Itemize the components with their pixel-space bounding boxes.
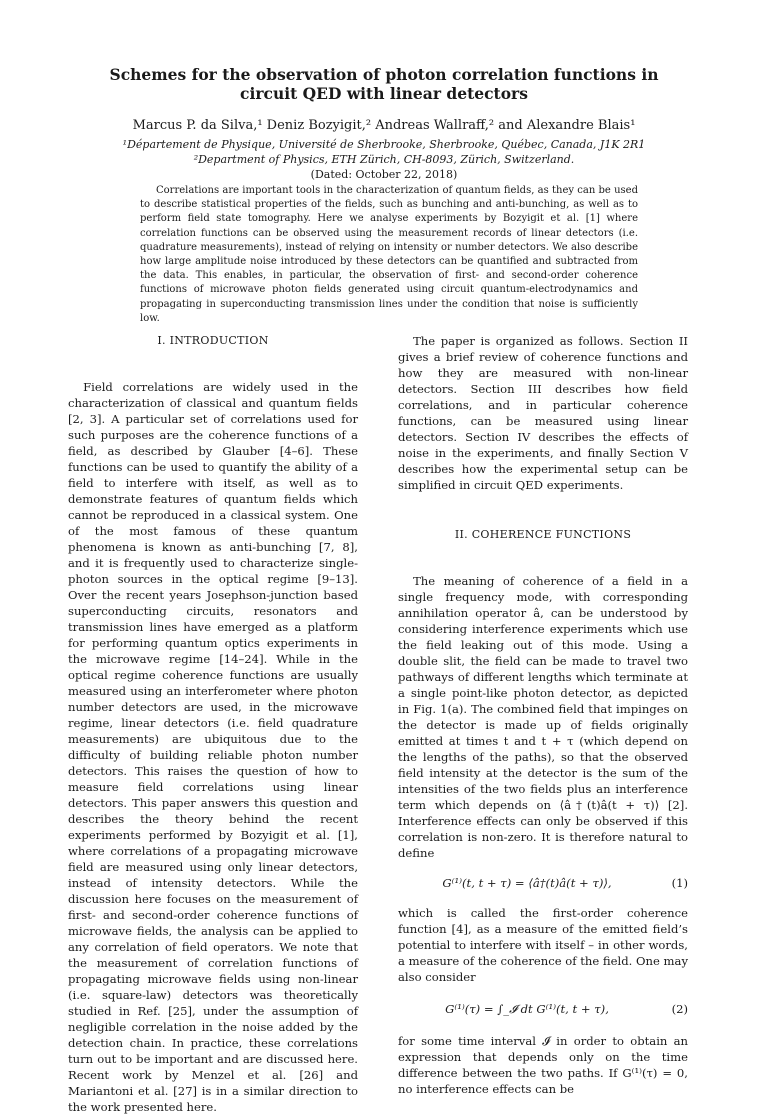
section-heading-coherence-functions: II. COHERENCE FUNCTIONS [454,528,632,541]
equation-1 [398,875,688,891]
coherence-paragraph: The meaning of coherence of a field in a single frequency mode, with corresponding annihilation operator â, can be understood by considering interference experiments which use the field leaking out of this mode. Using a double slit, the field can be made to travel two pathways of different lengths which terminate at a single point-like photon detector, as depicted in Fig. 1(a). The combined field that impinges on the detector is made up of fields originally emitted at times t and t + τ (which depend on the lengths of the paths), so that the observed field intensity at the detector is the sum of the intensities of the two fields plus an interference term which depends on ⟨â†(t)â(t + τ)⟩ [2]. Interference effects can only be observed if this correlation is non-zero. It is therefore natural to define [398,574,688,860]
paper-title: Schemes for the observation of photon correlation functions in circuit QED with linear detectors [109,65,659,103]
first-order-paragraph: which is called the first-order coherence function [4], as a measure of the emitted field’s potential to interfere with itself – in other words, a measure of the coherence of the field. One may also consider [398,906,688,984]
equation-2 [398,1001,688,1017]
introduction-paragraph: Field correlations are widely used in the characterization of classical and quantum fields [2, 3]. A particular set of correlations used for such purposes are the coherence functions of a field, as described by Glauber [4–6]. These functions can be used to quantify the ability of a field to interfere with itself, as well as to demonstrate features of quantum fields which cannot be reproduced in a classical system. One of the most famous of these quantum phenomena is known as anti-bunching [7, 8], and it is frequently used to characterize single-photon sources in the optical regime [9–13]. Over the recent years Josephson-junction based superconducting circuits, resonators and transmission lines have emerged as a platform for performing quantum optics experiments in the microwave regime [14–24]. While in the optical regime coherence functions are usually measured using an interferometer where photon number detectors are used, in the microwave regime, linear detectors (i.e. field quadrature measurements) are ubiquitous due to the difficulty of building reliable photon number detectors. This raises the question of how to measure field correlations using linear detectors. This paper answers this question and describes the theory behind the recent experiments performed by Bozyigit et al. [1], where correlations of a propagating microwave field are measured using only linear detectors, instead of intensity detectors. While the discussion here focuses on the measurement of first- and second-order coherence functions of microwave fields, the analysis can be applied to any correlation of field operators. We note that the measurement of correlation functions of propagating microwave fields using non-linear (i.e. square-law) detectors was theoretically studied in Ref. [25], under the assumption of negligible correlation in the noise added by the detection chain. In practice, these correlations turn out to be important and are discussed here. Recent work by Menzel et al. [26] and Mariantoni et al. [27] is in a similar direction to the work presented here. [68,380,358,1114]
equation-2-expression: G⁽¹⁾(τ) = ∫_𝓘 dt G⁽¹⁾(t, t + τ), [445,1002,609,1016]
section-heading-introduction: I. INTRODUCTION [157,334,269,347]
equation-1-number: (1) [671,876,688,890]
equation-1-expression: G⁽¹⁾(t, t + τ) = ⟨â†(t)â(t + τ)⟩, [442,876,612,890]
right-column [398,333,688,1097]
date-line: (Dated: October 22, 2018) [310,168,458,181]
affiliations [60,137,708,182]
abstract: Correlations are important tools in the characterization of quantum fields, as they can be used to describe statistical properties of the fields, such as bunching and anti-bunching, as well as to perform field state tomography. Here we analyse experiments by Bozyigit et al. [1] where correlation functions can be observed using the measurement records of linear detectors (i.e. quadrature measurements), instead of relying on intensity or number detectors. We also describe how large amplitude noise introduced by these detectors can be quantified and subtracted from the data. This enables, in particular, the observation of first- and second-order coherence functions of microwave photon fields generated using circuit quantum-electrodynamics and propagating in superconducting transmission lines under the condition that noise is sufficiently low. [140,185,638,324]
affiliation-2: ²Department of Physics, ETH Zürich, CH-8093, Zürich, Switzerland. [193,153,575,166]
organization-paragraph: The paper is organized as follows. Section II gives a brief review of coherence functions and how they are measured with non-linear detectors. Section III describes how field correlations, and in particular coherence functions, can be measured using linear detectors. Section IV describes the effects of noise in the experiments, and finally Section V describes how the experimental setup can be simplified in circuit QED experiments. [398,334,688,492]
left-column [68,330,358,1115]
author-list: Marcus P. da Silva,¹ Deniz Bozyigit,² Andreas Wallraff,² and Alexandre Blais¹ [132,118,636,133]
equation-2-number: (2) [671,1002,688,1016]
affiliation-1: ¹Département de Physique, Université de Sherbrooke, Sherbrooke, Québec, Canada, J1K 2R1 [122,138,646,151]
time-interval-paragraph: for some time interval 𝓘 in order to obtain an expression that depends only on the time difference between the two paths. If G⁽¹⁾(τ) = 0, no interference effects can be [398,1034,688,1096]
